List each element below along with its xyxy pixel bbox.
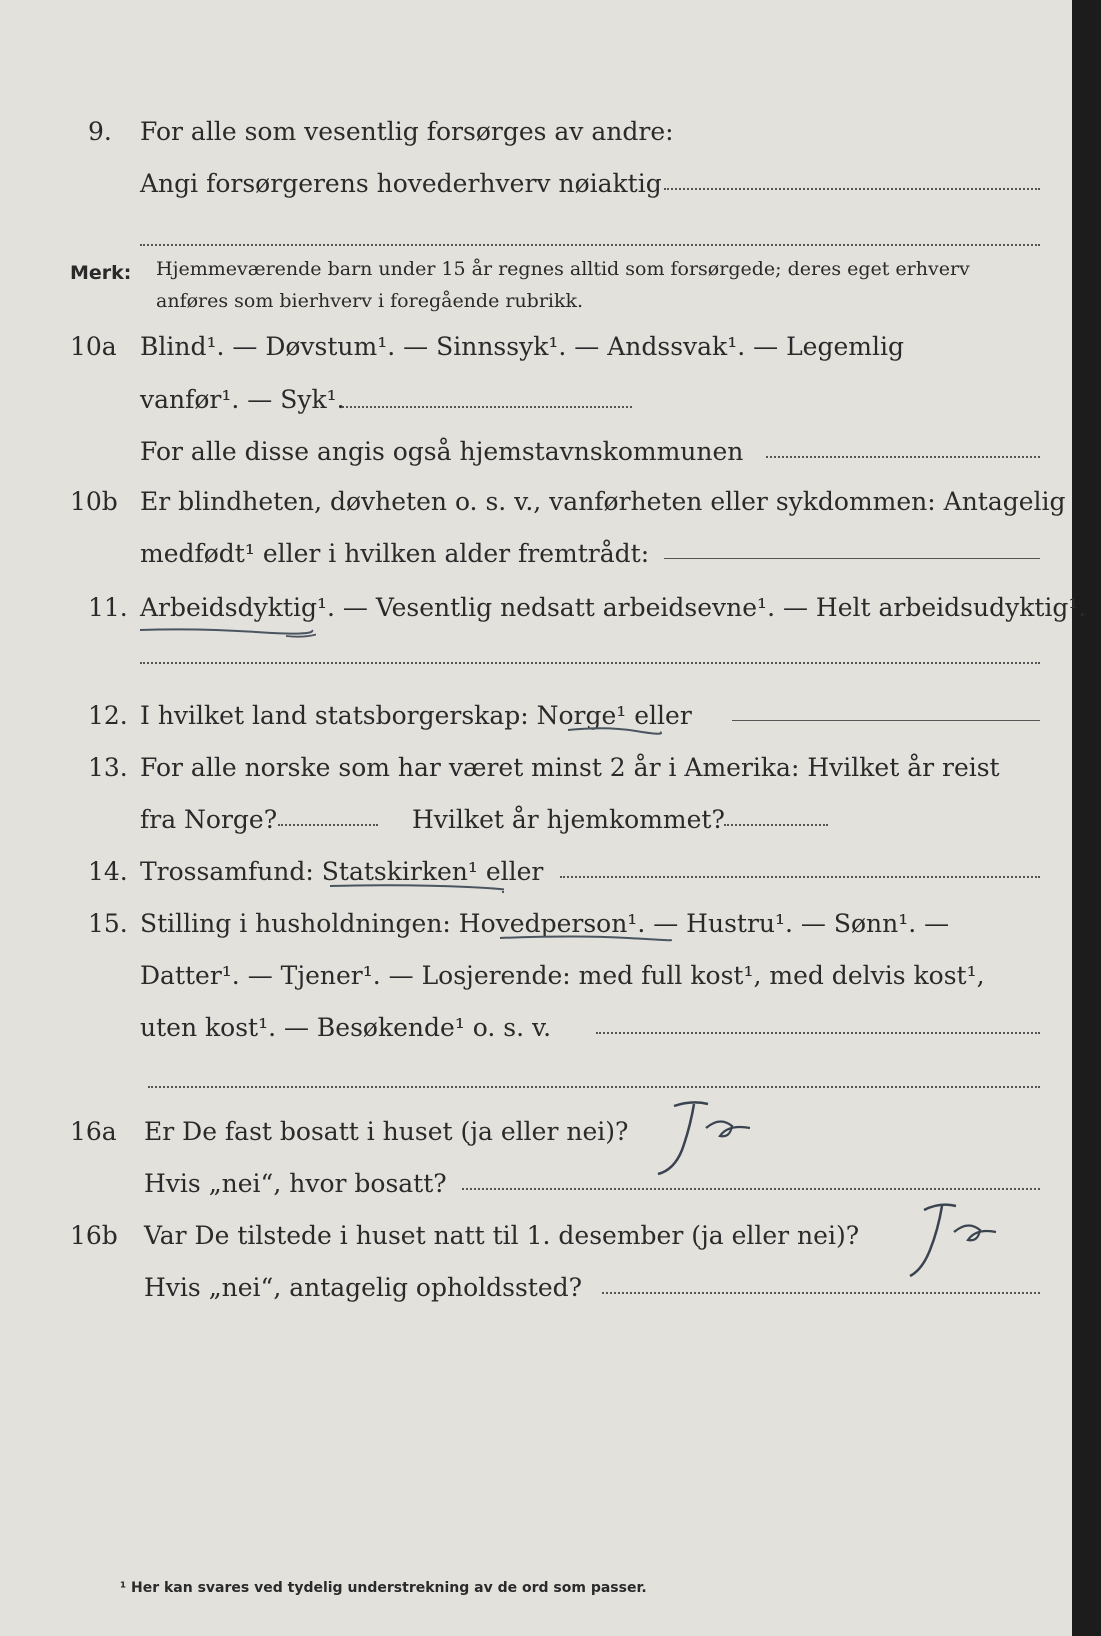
q16a-line-1: Er De fast bosatt i huset (ja eller nei)? <box>144 1117 629 1146</box>
q13-line-2a: fra Norge? <box>140 805 278 834</box>
question-number-14: 14. <box>88 857 128 886</box>
q9-answer-line-2[interactable] <box>140 244 1040 246</box>
q10b-line-1: Er blindheten, døvheten o. s. v., vanførheten eller sykdommen: Antagelig <box>140 487 1066 516</box>
q9-line-2: Angi forsørgerens hovederhverv nøiaktig <box>140 169 662 198</box>
q13-return-year-line[interactable] <box>724 824 828 826</box>
q15-line-1: Stilling i husholdningen: Hovedperson¹. — Hustru¹. — Sønn¹. — <box>140 909 950 938</box>
q10a-line-3: For alle disse angis også hjemstavnskommunen <box>140 437 744 466</box>
merk-label: Merk: <box>70 262 132 284</box>
q16a-handwritten-answer <box>646 1098 756 1180</box>
q16b-whereabouts-line[interactable] <box>602 1292 1040 1294</box>
q16b-line-2: Hvis „nei“, antagelig opholdssted? <box>144 1273 583 1302</box>
q16a-residence-line[interactable] <box>462 1188 1040 1190</box>
q15-answer-line[interactable] <box>596 1032 1040 1034</box>
q16a-line-2: Hvis „nei“, hvor bosatt? <box>144 1169 447 1198</box>
footnote: ¹ Her kan svares ved tydelig understrekning av de ord som passer. <box>120 1580 647 1596</box>
question-number-10b: 10b <box>70 487 118 516</box>
q13-line-1: For alle norske som har været minst 2 år i Amerika: Hvilket år reist <box>140 753 1000 782</box>
q10b-line-2: medfødt¹ eller i hvilken alder fremtrådt: <box>140 539 650 568</box>
q10a-municipality-line[interactable] <box>766 456 1040 458</box>
arbeidsdyktig-underline-mark <box>136 618 316 642</box>
q15-line-2: Datter¹. — Tjener¹. — Losjerende: med full kost¹, med delvis kost¹, <box>140 961 985 990</box>
q16b-handwritten-answer <box>900 1200 1000 1282</box>
question-number-10a: 10a <box>70 332 117 361</box>
q11-answer-line[interactable] <box>140 662 1040 664</box>
question-number-16a: 16a <box>70 1117 117 1146</box>
q9-line-1: For alle som vesentlig forsørges av andre: <box>140 117 674 146</box>
question-number-9: 9. <box>88 117 112 146</box>
question-number-15: 15. <box>88 909 128 938</box>
q11-line-1: Arbeidsdyktig¹. — Vesentlig nedsatt arbeidsevne¹. — Helt arbeidsudyktig¹. <box>140 593 1087 622</box>
question-number-16b: 16b <box>70 1221 118 1250</box>
q12-answer-line[interactable] <box>732 720 1040 721</box>
q15-line-3: uten kost¹. — Besøkende¹ o. s. v. <box>140 1013 552 1042</box>
q14-answer-line[interactable] <box>560 876 1040 878</box>
q10a-answer-line[interactable] <box>342 406 632 408</box>
merk-line-2: anføres som bierhverv i foregående rubrikk. <box>156 290 584 312</box>
question-number-13: 13. <box>88 753 128 782</box>
q10a-line-1: Blind¹. — Døvstum¹. — Sinnssyk¹. — Andssvak¹. — Legemlig <box>140 332 904 361</box>
q10a-line-2: vanfør¹. — Syk¹. <box>140 385 345 414</box>
hovedperson-underline-mark <box>498 930 674 948</box>
question-number-12: 12. <box>88 701 128 730</box>
merk-line-1: Hjemmeværende barn under 15 år regnes alltid som forsørgede; deres eget erhverv <box>156 258 970 280</box>
norge-underline-mark <box>566 722 662 738</box>
q9-answer-line[interactable] <box>664 188 1040 190</box>
question-number-11: 11. <box>88 593 128 622</box>
statskirken-underline-mark <box>328 878 504 896</box>
q16b-line-1: Var De tilstede i huset natt til 1. desember (ja eller nei)? <box>144 1221 860 1250</box>
q15-answer-line-2[interactable] <box>148 1086 1040 1088</box>
q12-line-1: I hvilket land statsborgerskap: Norge¹ eller <box>140 701 692 730</box>
q13-departure-year-line[interactable] <box>278 824 378 826</box>
q10b-answer-line[interactable] <box>664 558 1040 559</box>
q13-line-2b: Hvilket år hjemkommet? <box>412 805 725 834</box>
q14-line-1: Trossamfund: Statskirken¹ eller <box>140 857 544 886</box>
